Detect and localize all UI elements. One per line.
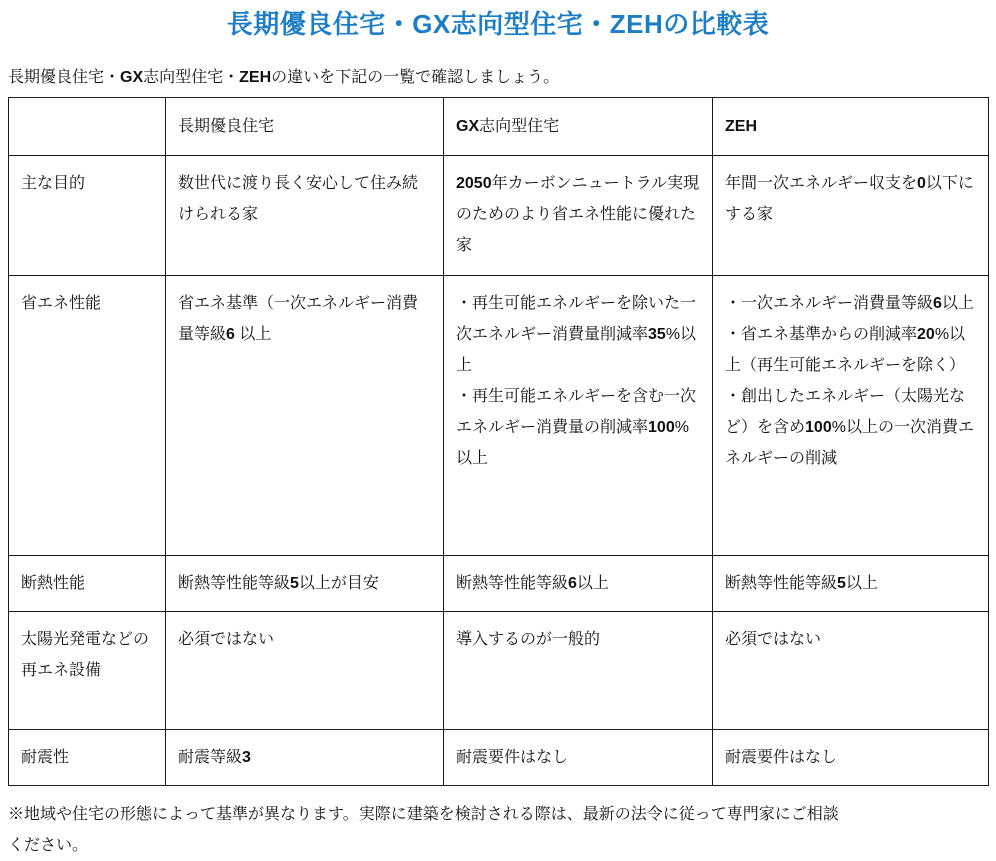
intro-text: 長期優良住宅・GX志向型住宅・ZEHの違いを下記の一覧で確認しましょう。 (8, 69, 560, 86)
cell-seismic-zeh: 耐震要件はなし (713, 730, 989, 786)
cell-main-purpose-zeh: 年間一次エネルギー収支を0以下にする家 (713, 156, 989, 276)
cell-insulation-long-term: 断熱等性能等級5以上が目安 (166, 556, 444, 612)
cell-seismic-long-term: 耐震等級3 (166, 730, 444, 786)
row-label-main-purpose: 主な目的 (9, 156, 166, 276)
row-label-insulation-performance: 断熱性能 (9, 556, 166, 612)
column-header-zeh: ZEH (713, 98, 989, 156)
row-label-seismic-resistance: 耐震性 (9, 730, 166, 786)
footnote-text: ※地域や住宅の形態によって基準が異なります。実際に建築を検討される際は、最新の法令に従って専門家にご相談 ください。 (8, 806, 839, 854)
cell-energy-saving-long-term: 省エネ基準（一次エネルギー消費量等級6 以上 (166, 276, 444, 556)
cell-renewable-zeh: 必須ではない (713, 612, 989, 730)
table-row (9, 156, 989, 276)
cell-main-purpose-long-term: 数世代に渡り長く安心して住み続けられる家 (166, 156, 444, 276)
column-header-empty (9, 98, 166, 156)
cell-renewable-long-term: 必須ではない (166, 612, 444, 730)
column-header-gx-oriented-housing: GX志向型住宅 (444, 98, 713, 156)
row-label-renewable-energy-equipment: 太陽光発電などの再エネ設備 (9, 612, 166, 730)
table-row (9, 730, 989, 786)
row-label-energy-saving-performance: 省エネ性能 (9, 276, 166, 556)
cell-seismic-gx: 耐震要件はなし (444, 730, 713, 786)
cell-renewable-gx: 導入するのが一般的 (444, 612, 713, 730)
cell-main-purpose-gx: 2050年カーボンニュートラル実現のためのより省エネ性能に優れた家 (444, 156, 713, 276)
page-title: 長期優良住宅・GX志向型住宅・ZEHの比較表 (226, 9, 770, 39)
column-header-long-term-quality-housing: 長期優良住宅 (166, 98, 444, 156)
table-row (9, 612, 989, 730)
table-header-row (9, 98, 989, 156)
cell-insulation-gx: 断熱等性能等級6以上 (444, 556, 713, 612)
table-row (9, 276, 989, 556)
comparison-table (8, 97, 989, 786)
cell-insulation-zeh: 断熱等性能等級5以上 (713, 556, 989, 612)
cell-energy-saving-zeh: ・一次エネルギー消費量等級6以上 ・省エネ基準からの削減率20%以上（再生可能エネルギーを除く） ・創出したエネルギー（太陽光など）を含め100%以上の一次消費エネルギーの削減 (713, 276, 989, 556)
comparison-page (0, 4, 996, 861)
table-row (9, 556, 989, 612)
cell-energy-saving-gx: ・再生可能エネルギーを除いた一次エネルギー消費量削減率35%以上 ・再生可能エネルギーを含む一次エネルギー消費量の削減率100%以上 (444, 276, 713, 556)
